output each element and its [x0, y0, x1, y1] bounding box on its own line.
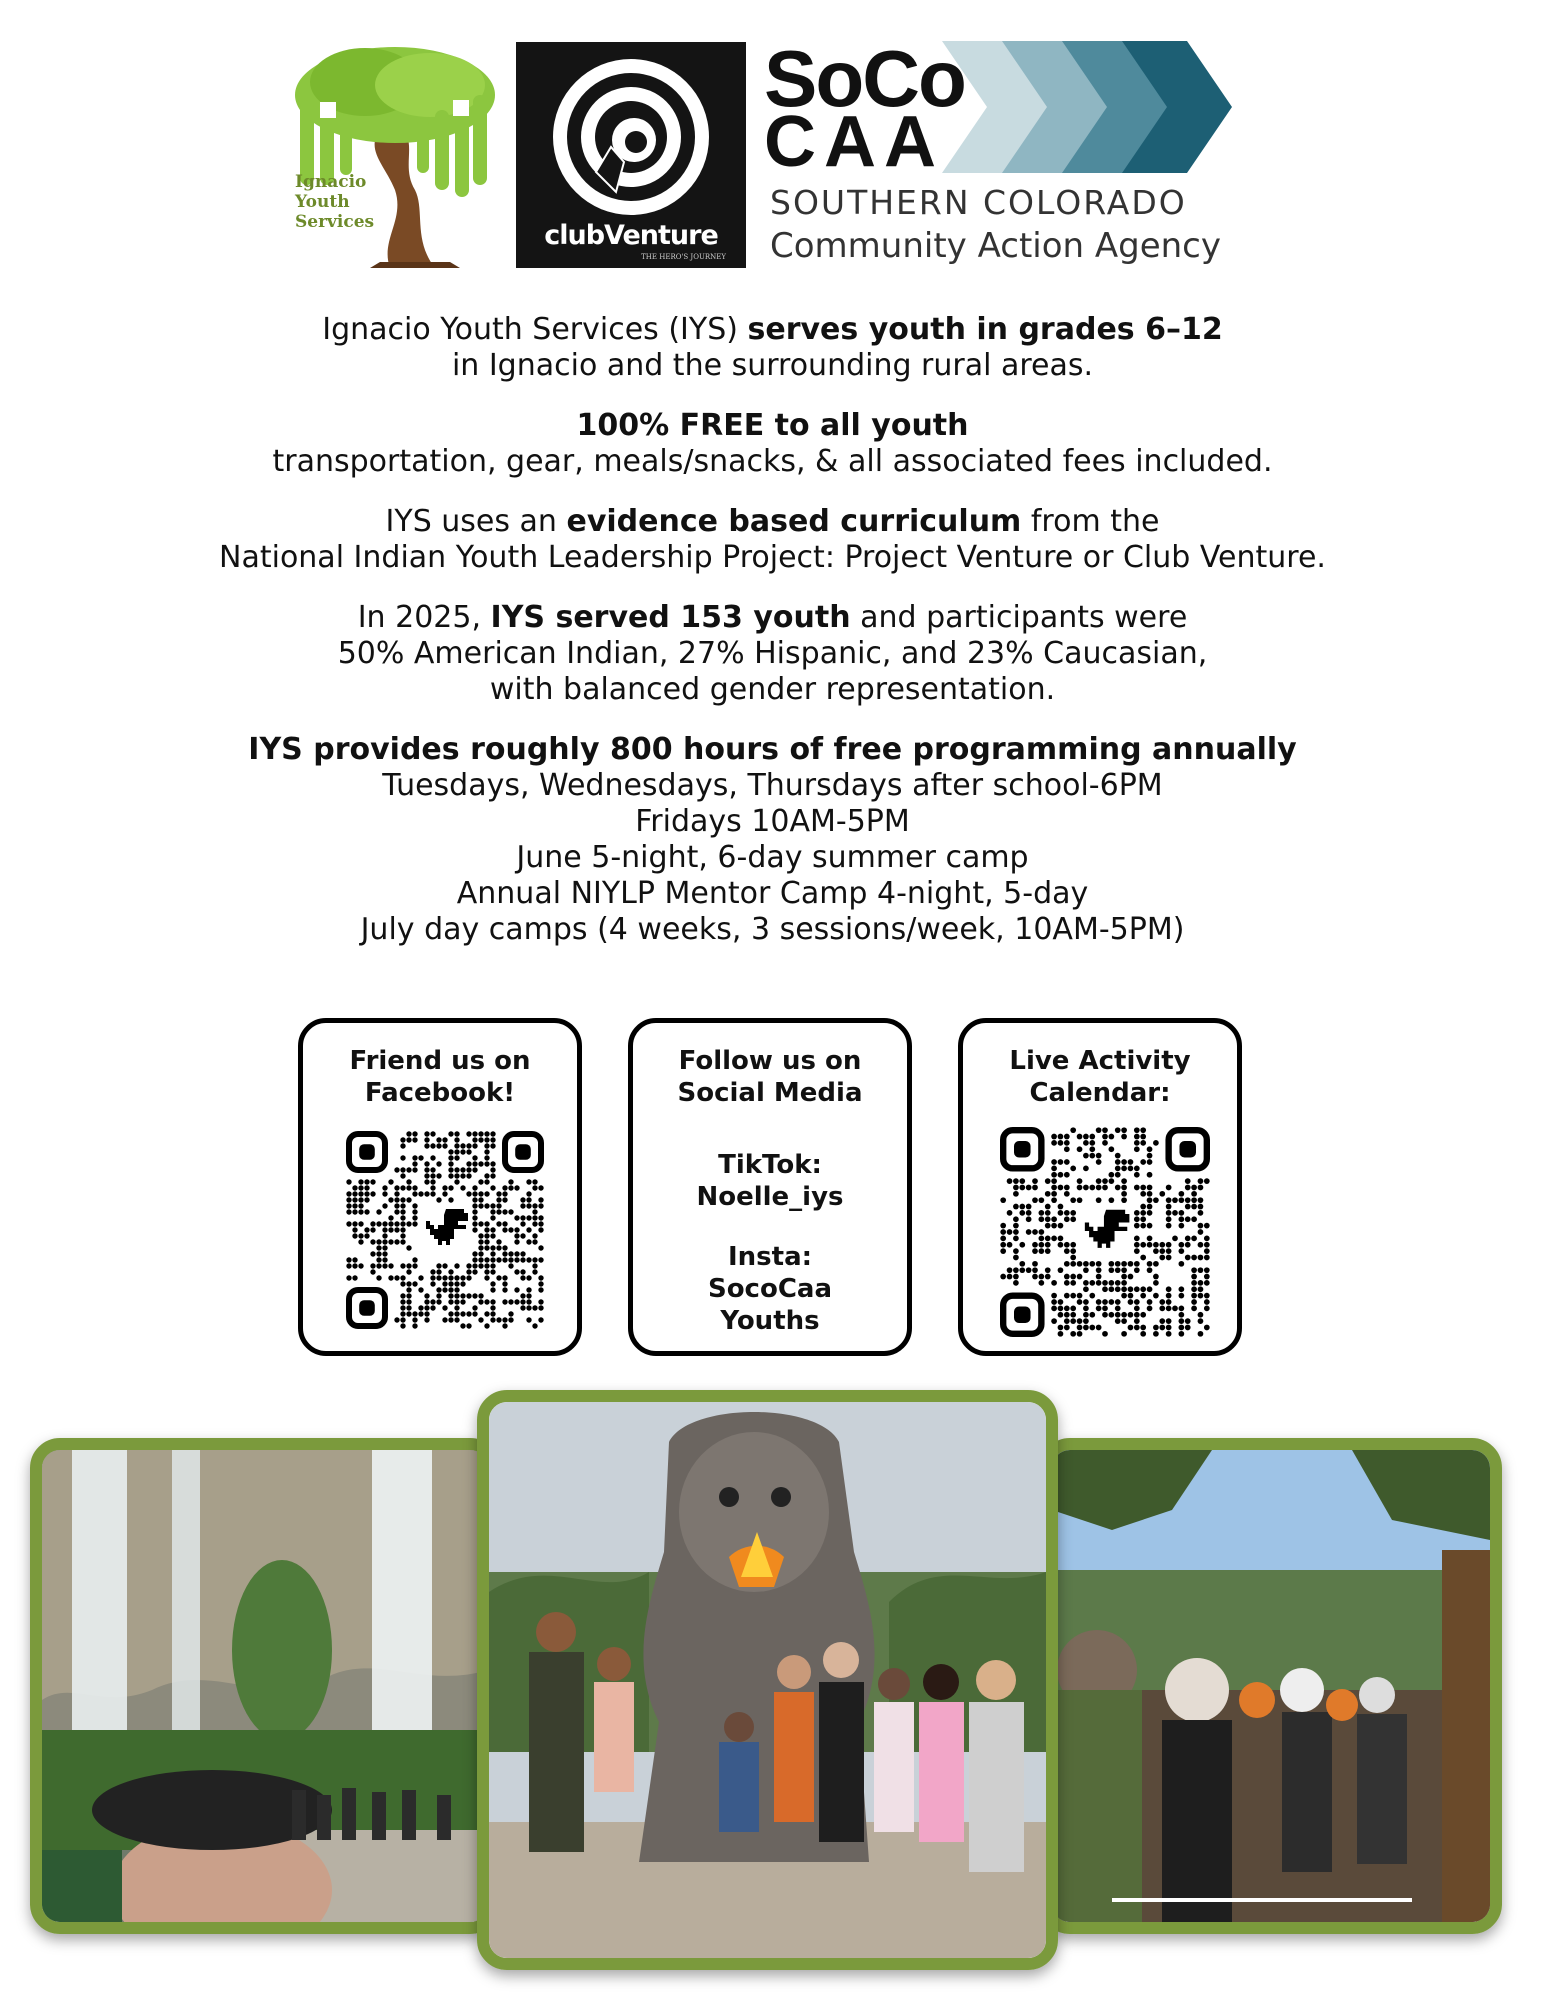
text-span: and participants were: [850, 600, 1188, 635]
calendar-card-title: Live Activity: [1009, 1046, 1191, 1076]
calendar-qr-code[interactable]: [1000, 1127, 1210, 1337]
facebook-card-title: Friend us on: [349, 1046, 531, 1076]
program-description: [90, 312, 1455, 972]
clubventure-tagline: THE HERO'S JOURNEY: [641, 253, 726, 261]
text-line: with balanced gender representation.: [489, 672, 1056, 707]
schedule-line: Annual NIYLP Mentor Camp 4-night, 5-day: [456, 876, 1089, 911]
text-bold: IYS provides roughly 800 hours of free programming annually: [248, 732, 1297, 767]
ignacio-logo-line: Services: [295, 212, 375, 232]
insta-handle: Youths: [720, 1306, 820, 1336]
soco-caa-logo: [762, 34, 1262, 273]
paragraph-stats: [90, 600, 1455, 708]
text-line: transportation, gear, meals/snacks, & all associated fees included.: [272, 444, 1273, 479]
group-statue-photo: [477, 1390, 1058, 1970]
text-bold: IYS served 153 youth: [490, 600, 851, 635]
text-span: In 2025,: [357, 600, 491, 635]
insta-handle: SocoCaa: [707, 1274, 833, 1304]
social-card-title: Social Media: [677, 1078, 863, 1108]
facebook-card-title: Facebook!: [364, 1078, 516, 1108]
text-span: Ignacio Youth Services (IYS): [322, 312, 748, 347]
tiktok-label: TikTok:: [718, 1150, 822, 1180]
paragraph-free: [90, 408, 1455, 480]
social-media-card: [628, 1018, 912, 1356]
chevron-arrows-icon: [942, 41, 1242, 176]
tiktok-handle: Noelle_iys: [696, 1182, 844, 1212]
dinosaur-icon: [1085, 1210, 1130, 1248]
social-card-title: Follow us on: [678, 1046, 862, 1076]
schedule-line: June 5-night, 6-day summer camp: [516, 840, 1029, 875]
zipline-photo: [1040, 1438, 1502, 1934]
text-bold: evidence based curriculum: [566, 504, 1022, 539]
ignacio-logo-line: Ignacio: [295, 172, 367, 192]
ignacio-youth-services-logo: [285, 40, 495, 270]
text-bold: serves youth in grades 6–12: [747, 312, 1223, 347]
group-statue-scene: [489, 1402, 1046, 1958]
insta-label: Insta:: [727, 1242, 813, 1272]
willow-tree-icon: [285, 40, 495, 270]
text-line: National Indian Youth Leadership Project: Project Venture or Club Venture.: [219, 540, 1326, 575]
calendar-card-title: Calendar:: [1029, 1078, 1171, 1108]
soco-wordmark: SoCo: [764, 34, 965, 123]
text-line: 50% American Indian, 27% Hispanic, and 23% Caucasian,: [337, 636, 1208, 671]
calendar-card: [958, 1018, 1242, 1356]
paragraph-schedule: [90, 732, 1455, 948]
facebook-qr-code[interactable]: [346, 1131, 544, 1329]
text-span: IYS uses an: [385, 504, 567, 539]
facebook-card: [298, 1018, 582, 1356]
text-bold: 100% FREE to all youth: [576, 408, 969, 443]
dinosaur-icon: [426, 1209, 468, 1245]
clubventure-name: clubVenture: [544, 220, 718, 251]
waterfall-photo: [30, 1438, 500, 1934]
text-span: from the: [1021, 504, 1160, 539]
schedule-line: Fridays 10AM-5PM: [635, 804, 910, 839]
soco-subtitle-1: SOUTHERN COLORADO: [770, 183, 1187, 222]
paragraph-curriculum: [90, 504, 1455, 576]
soco-subtitle-2: Community Action Agency: [770, 226, 1221, 266]
schedule-line: July day camps (4 weeks, 3 sessions/week, 10AM-5PM): [360, 912, 1185, 947]
spiral-icon: [516, 42, 746, 222]
clubventure-logo: [516, 42, 746, 268]
text-line: in Ignacio and the surrounding rural areas.: [451, 348, 1094, 383]
zipline-scene: [1052, 1450, 1490, 1922]
waterfall-scene: [42, 1450, 488, 1922]
schedule-line: Tuesdays, Wednesdays, Thursdays after school-6PM: [382, 768, 1163, 803]
caa-wordmark: CAA: [764, 102, 944, 182]
paragraph-overview: [90, 312, 1455, 384]
ignacio-logo-line: Youth: [295, 192, 350, 212]
